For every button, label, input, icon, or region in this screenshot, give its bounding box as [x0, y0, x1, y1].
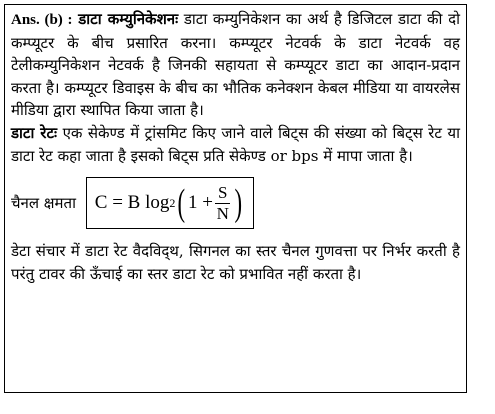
left-paren-glyph: ( [177, 182, 186, 225]
answer-card [4, 4, 467, 393]
formula-lhs: C = B log [94, 191, 170, 213]
signal-noise-fraction [215, 183, 230, 224]
channel-capacity-label: चैनल क्षमता [11, 193, 76, 212]
channel-capacity-formula [86, 177, 254, 229]
right-paren-glyph: ) [235, 182, 243, 225]
closing-paragraph [11, 240, 460, 285]
data-rate-definition: एक सेकेण्ड में ट्रांसमिट किए जाने वाले बिट्स की संख्या को बिट्स रेट या डाटा रेट कहा जाता है इसको बिट्स प्रति सेकेण्ड or bps में मापा जाता है। [11, 123, 460, 165]
answer-paragraph [11, 8, 460, 122]
data-communication-definition: डाटा कम्युनिकेशन का अर्थ है डिजिटल डाटा की दो कम्प्यूटर के बीच प्रसारित करना। कम्प्यूटर नेटवर्क के डाटा नेटवर्क वह टेलीकम्युनिकेशन नेटवर्क है जिनकी सहायता से कम्प्यूटर डाटा का आदान-प्रदान करता है। कम्प्यूटर डिवाइस के बीच का भौतिक कनेक्शन केबल मीडिया या वायरलेस मीडिया द्वारा स्थापित किया जाता है। [11, 10, 460, 120]
channel-capacity-row [11, 175, 460, 231]
data-communication-term: डाटा कम्युनिकेशनः [78, 10, 179, 28]
formula-log-base: 2 [169, 195, 176, 210]
fraction-numerator: S [215, 183, 230, 204]
fraction-denominator: N [216, 203, 229, 223]
data-rate-term: डाटा रेटः [11, 123, 58, 142]
closing-text: डेटा संचार में डाटा रेट वैदविद्थ, सिगनल का स्तर चैनल गुणवत्ता पर निर्भर करती है परंतु टावर की ऊँचाई का स्तर डाटा रेट को प्रभावित नहीं करता है। [11, 242, 460, 283]
answer-prefix: Ans. (b) : [11, 12, 73, 28]
formula-one-plus: 1 + [188, 191, 213, 213]
data-rate-paragraph [11, 122, 460, 167]
